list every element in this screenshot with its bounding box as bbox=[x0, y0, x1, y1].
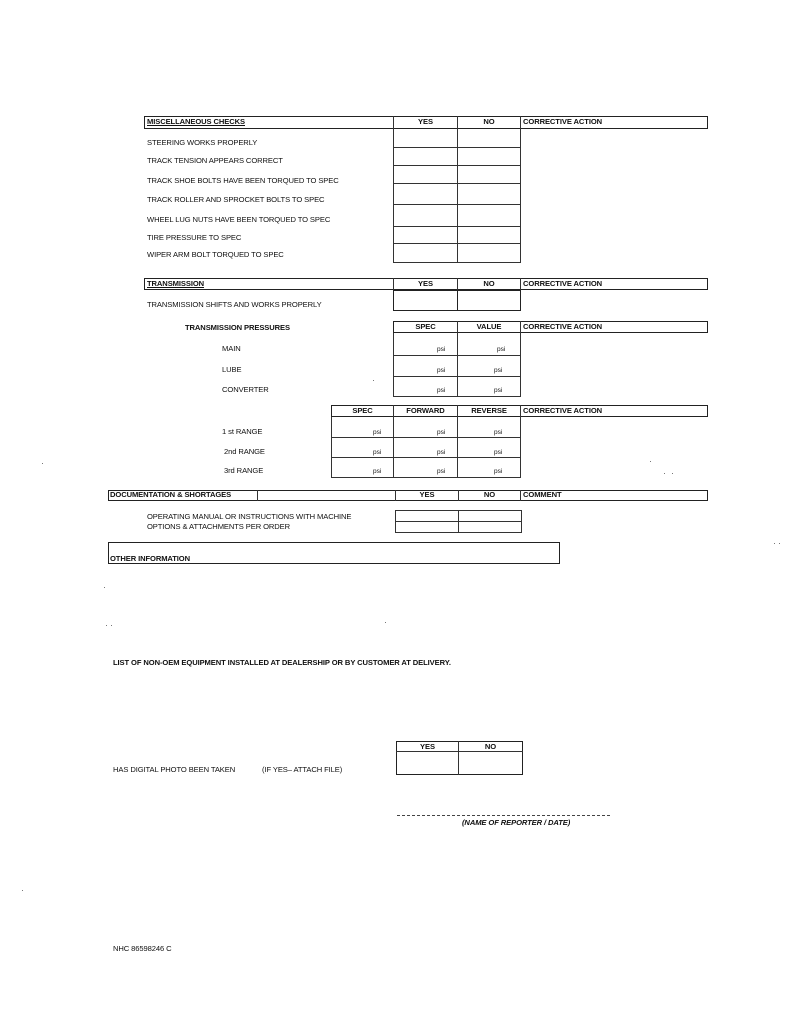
lube-spec-unit: psi bbox=[437, 367, 446, 374]
misc-checks-header: MISCELLANEOUS CHECKS bbox=[147, 117, 245, 126]
misc-no-checkbox-steering[interactable] bbox=[458, 130, 520, 147]
photo-yes-checkbox[interactable] bbox=[397, 752, 458, 774]
other-information-header: OTHER INFORMATION bbox=[110, 554, 190, 563]
transmission-header: TRANSMISSION bbox=[147, 279, 205, 288]
r2-forward-unit: psi bbox=[437, 449, 446, 456]
documentation-yes-header: YES bbox=[419, 490, 435, 499]
range-grid bbox=[331, 417, 521, 478]
transmission-yes-header: YES bbox=[418, 279, 433, 288]
misc-check-grid bbox=[393, 129, 521, 263]
documentation-line2: OPTIONS & ATTACHMENTS PER ORDER bbox=[147, 522, 291, 531]
transmission-no-checkbox[interactable] bbox=[457, 290, 521, 311]
ranges-corrective-header: CORRECTIVE ACTION bbox=[523, 406, 603, 415]
pressures-value-header: VALUE bbox=[476, 322, 502, 331]
misc-yes-header: YES bbox=[418, 117, 433, 126]
documentation-header: DOCUMENTATION & SHORTAGES bbox=[110, 490, 232, 499]
signature-label: (NAME OF REPORTER / DATE) bbox=[462, 818, 571, 827]
digital-photo-label: HAS DIGITAL PHOTO BEEN TAKEN bbox=[113, 765, 236, 774]
photo-no-header: NO bbox=[484, 742, 497, 751]
misc-item-steering: STEERING WORKS PROPERLY bbox=[147, 138, 258, 147]
ranges-reverse-header: REVERSE bbox=[471, 406, 507, 415]
main-spec-unit: psi bbox=[437, 346, 446, 353]
photo-yes-header: YES bbox=[420, 742, 435, 751]
range-row-3rd: 3rd RANGE bbox=[224, 466, 264, 475]
pressure-row-main: MAIN bbox=[222, 344, 241, 353]
photo-no-checkbox[interactable] bbox=[459, 752, 522, 774]
digital-photo-note: (IF YES– ATTACH FILE) bbox=[262, 765, 343, 774]
documentation-comment-header: COMMENT bbox=[523, 490, 562, 499]
misc-corrective-header: CORRECTIVE ACTION bbox=[523, 117, 603, 126]
misc-no-header: NO bbox=[483, 117, 495, 126]
transmission-no-header: NO bbox=[483, 279, 495, 288]
misc-yes-checkbox-steering[interactable] bbox=[394, 130, 457, 147]
transmission-shifts-item: TRANSMISSION SHIFTS AND WORKS PROPERLY bbox=[147, 300, 322, 309]
misc-item-wheel-lug-nuts: WHEEL LUG NUTS HAVE BEEN TORQUED TO SPEC bbox=[147, 215, 331, 224]
documentation-no-header: NO bbox=[483, 490, 496, 499]
misc-item-track-tension: TRACK TENSION APPEARS CORRECT bbox=[147, 156, 283, 165]
r1-spec-unit: psi bbox=[373, 429, 382, 436]
ranges-forward-header: FORWARD bbox=[406, 406, 445, 415]
r1-reverse-unit: psi bbox=[494, 429, 503, 436]
transmission-pressures-header: TRANSMISSION PRESSURES bbox=[185, 323, 290, 332]
misc-item-tire-pressure: TIRE PRESSURE TO SPEC bbox=[147, 233, 242, 242]
pressures-corrective-header: CORRECTIVE ACTION bbox=[523, 322, 603, 331]
r2-reverse-unit: psi bbox=[494, 449, 503, 456]
lube-value-unit: psi bbox=[494, 367, 503, 374]
r1-forward-unit: psi bbox=[437, 429, 446, 436]
non-oem-equipment-label: LIST OF NON-OEM EQUIPMENT INSTALLED AT DEALERSHIP OR BY CUSTOMER AT DELIVERY. bbox=[113, 658, 451, 667]
ranges-spec-header: SPEC bbox=[352, 406, 373, 415]
r2-spec-unit: psi bbox=[373, 449, 382, 456]
signature-line[interactable] bbox=[397, 815, 610, 816]
pressure-row-lube: LUBE bbox=[222, 365, 242, 374]
footer-form-code: NHC 86598246 C bbox=[113, 944, 172, 953]
documentation-yes-checkbox[interactable] bbox=[396, 511, 458, 532]
misc-item-track-roller: TRACK ROLLER AND SPROCKET BOLTS TO SPEC bbox=[147, 195, 325, 204]
converter-value-unit: psi bbox=[494, 387, 503, 394]
documentation-line1: OPERATING MANUAL OR INSTRUCTIONS WITH MACHINE bbox=[147, 512, 352, 521]
r3-forward-unit: psi bbox=[437, 468, 446, 475]
transmission-yes-checkbox[interactable] bbox=[393, 290, 458, 311]
converter-spec-unit: psi bbox=[437, 387, 446, 394]
range-row-2nd: 2nd RANGE bbox=[224, 447, 265, 456]
r3-spec-unit: psi bbox=[373, 468, 382, 475]
pressure-row-converter: CONVERTER bbox=[222, 385, 269, 394]
pressures-spec-header: SPEC bbox=[415, 322, 436, 331]
r3-reverse-unit: psi bbox=[494, 468, 503, 475]
transmission-corrective-header: CORRECTIVE ACTION bbox=[523, 279, 603, 288]
range-row-1st: 1 st RANGE bbox=[222, 427, 263, 436]
misc-item-wiper-arm: WIPER ARM BOLT TORQUED TO SPEC bbox=[147, 250, 284, 259]
documentation-no-checkbox[interactable] bbox=[459, 511, 521, 532]
misc-item-track-shoe-bolts: TRACK SHOE BOLTS HAVE BEEN TORQUED TO SPEC bbox=[147, 176, 339, 185]
main-value-unit: psi bbox=[497, 346, 506, 353]
